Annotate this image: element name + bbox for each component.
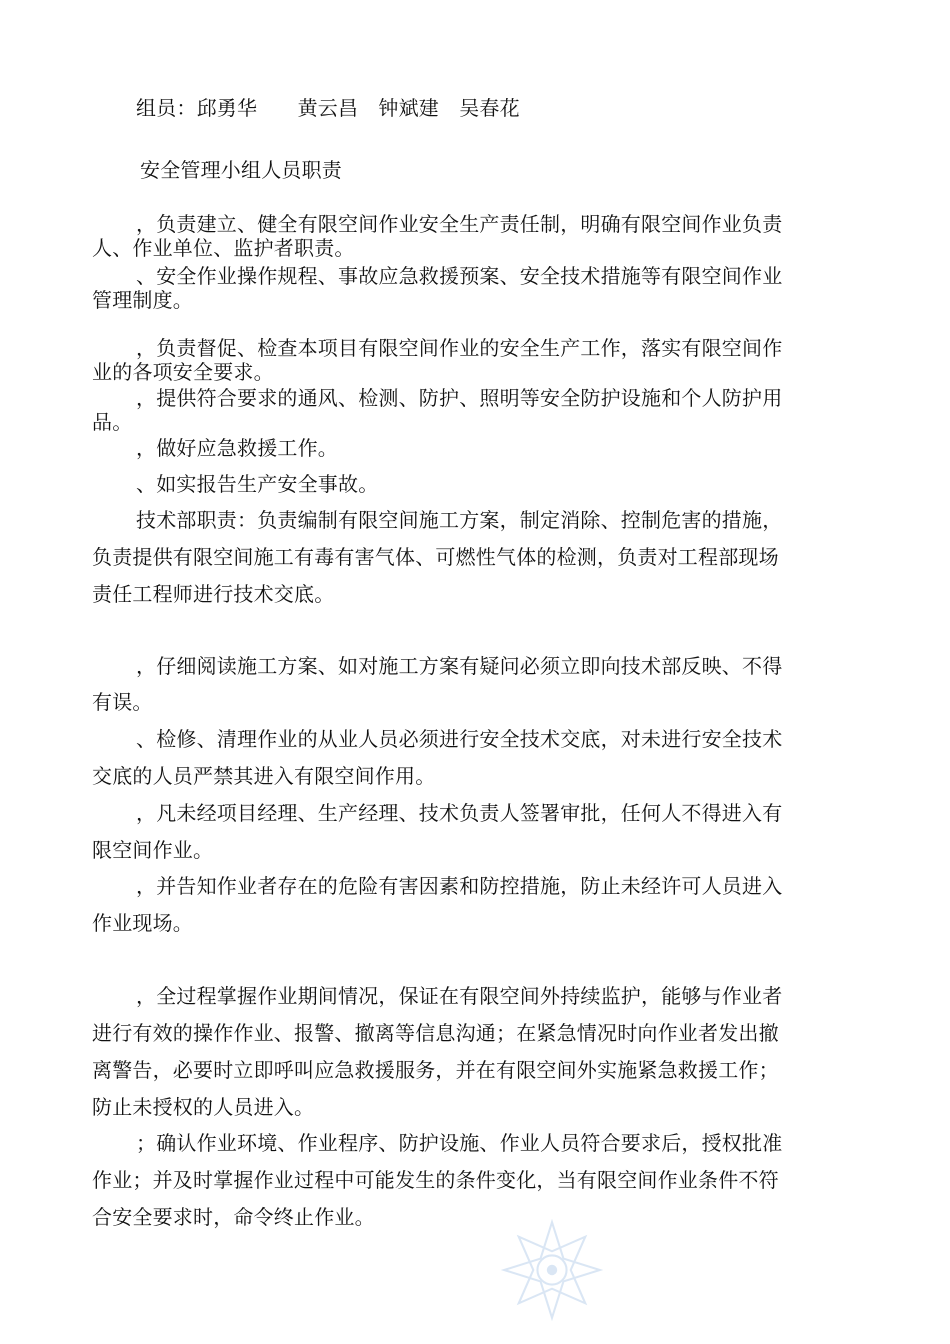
group-c-p3-l2: 限空间作业。 bbox=[92, 838, 214, 862]
tech-dept-l3: 责任工程师进行技术交底。 bbox=[92, 582, 335, 606]
group-c-p2-l2: 交底的人员严禁其进入有限空间作用。 bbox=[92, 764, 436, 788]
group-d-p1-l3: 离警告，必要时立即呼叫应急救援服务，并在有限空间外实施紧急救援工作； bbox=[92, 1058, 779, 1082]
group-c-p2-l1: 、检修、清理作业的从业人员必须进行安全技术交底，对未进行安全技术 bbox=[136, 727, 783, 751]
group-d-p2-l1: ；确认作业环境、作业程序、防护设施、作业人员符合要求后，授权批准 bbox=[136, 1131, 783, 1155]
watermark-logo-icon bbox=[500, 1218, 604, 1322]
group-b-p4: 、如实报告生产安全事故。 bbox=[136, 472, 379, 496]
group-a-p2-l1: 、安全作业操作规程、事故应急救援预案、安全技术措施等有限空间作业 bbox=[136, 264, 783, 288]
group-a-p1-l2: 人、作业单位、监护者职责。 bbox=[92, 236, 355, 260]
tech-dept-l1: 技术部职责：负责编制有限空间施工方案，制定消除、控制危害的措施， bbox=[136, 508, 783, 532]
group-b-p1-l1: ，负责督促、检查本项目有限空间作业的安全生产工作，落实有限空间作 bbox=[136, 336, 783, 360]
group-c-p1-l2: 有误。 bbox=[92, 690, 153, 714]
group-b-p2-l2: 品。 bbox=[92, 410, 133, 434]
group-b-p2-l1: ，提供符合要求的通风、检测、防护、照明等安全防护设施和个人防护用 bbox=[136, 386, 783, 410]
group-a-p2-l2: 管理制度。 bbox=[92, 288, 193, 312]
group-c-p1-l1: ，仔细阅读施工方案、如对施工方案有疑问必须立即向技术部反映、不得 bbox=[136, 654, 783, 678]
group-c-p4-l1: ，并告知作业者存在的危险有害因素和防控措施，防止未经许可人员进入 bbox=[136, 874, 783, 898]
group-d-p2-l3: 合安全要求时，命令终止作业。 bbox=[92, 1205, 375, 1229]
group-d-p2-l2: 作业；并及时掌握作业过程中可能发生的条件变化，当有限空间作业条件不符 bbox=[92, 1168, 779, 1192]
members-line: 组员：邱勇华 黄云昌 钟斌建 吴春花 bbox=[136, 96, 520, 120]
group-b-p3: ，做好应急救援工作。 bbox=[136, 436, 338, 460]
group-d-p1-l1: ，全过程掌握作业期间情况，保证在有限空间外持续监护，能够与作业者 bbox=[136, 984, 783, 1008]
group-b-p1-l2: 业的各项安全要求。 bbox=[92, 360, 274, 384]
group-c-p3-l1: ，凡未经项目经理、生产经理、技术负责人签署审批，任何人不得进入有 bbox=[136, 801, 783, 825]
group-c-p4-l2: 作业现场。 bbox=[92, 911, 193, 935]
group-a-p1-l1: ，负责建立、健全有限空间作业安全生产责任制，明确有限空间作业负责 bbox=[136, 212, 783, 236]
group-d-p1-l4: 防止未授权的人员进入。 bbox=[92, 1095, 315, 1119]
section-title: 安全管理小组人员职责 bbox=[140, 158, 342, 182]
tech-dept-l2: 负责提供有限空间施工有毒有害气体、可燃性气体的检测，负责对工程部现场 bbox=[92, 545, 779, 569]
group-d-p1-l2: 进行有效的操作作业、报警、撤离等信息沟通；在紧急情况时向作业者发出撤 bbox=[92, 1021, 779, 1045]
